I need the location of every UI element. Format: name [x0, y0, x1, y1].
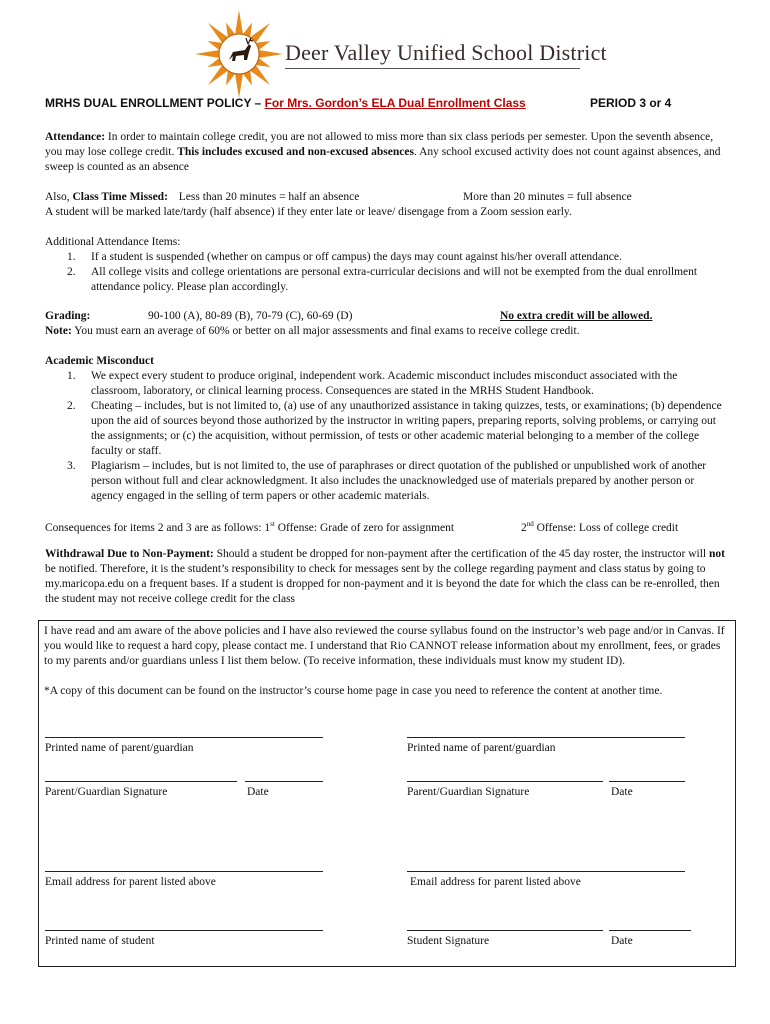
class-time-paragraph [45, 190, 725, 220]
printed-parent-label-1: Printed name of parent/guardian [45, 742, 194, 754]
attendance-bold: This includes excused and non-excused absences [177, 146, 414, 158]
agreement-text: I have read and am aware of the above policies and I have also reviewed the course syllabus found on the instructor’s web page and/or in Canvas. If you would like to request a hard copy, please contact me. I understand that Rio CANNOT release information about my enrollment, fees, or grades to my parents and/or guardians unless I list them below. (To receive information, these individuals must know my student ID). [44, 625, 725, 667]
misconduct-title: Academic Misconduct [45, 355, 154, 367]
policy-title: MRHS DUAL ENROLLMENT POLICY – [45, 96, 265, 110]
class-time-prefix: Also, [45, 191, 73, 203]
withdrawal-paragraph: Withdrawal Due to Non-Payment: Should a student be dropped for non-payment after the certification of the 45 day roster, the instructor will not be notified. Therefore, it is the student’s responsibility to check for messages sent by the college regarding payment and class status by going to my.maricopa.edu on a frequent bases. If a student is dropped for non-payment and it is beyond the date for which the class can be re-enrolled, then the student may not receive college credit for the class [45, 548, 725, 605]
period-label: PERIOD 3 or 4 [590, 96, 672, 110]
sun-ray [259, 50, 283, 58]
attendance-label: Attendance: [45, 131, 106, 143]
grading-paragraph [45, 309, 725, 339]
note-text: You must earn an average of 60% or better on all major assessments and final exams to receive college credit. [71, 325, 580, 337]
copy-note: *A copy of this document can be found on the instructor’s course home page in case you need to reference the content at another time. [44, 685, 663, 697]
district-name: Deer Valley Unified School District [285, 40, 607, 65]
email-label-1: Email address for parent listed above [45, 876, 216, 888]
email-line-2[interactable] [407, 871, 685, 872]
note-label: Note: [45, 325, 72, 337]
no-extra-credit: No extra credit will be allowed. [500, 310, 653, 322]
late-note: A student will be marked late/tardy (half absence) if they enter late or leave/ disengage from a Zoom session early. [45, 206, 572, 218]
misconduct-list [45, 369, 725, 504]
parent-signature-label-2: Parent/Guardian Signature [407, 786, 530, 798]
printed-student-line[interactable] [45, 930, 323, 931]
parent-signature-line-2[interactable] [407, 781, 603, 782]
date-line-2[interactable] [609, 781, 685, 782]
attendance-paragraph [45, 130, 725, 175]
sun-ray [235, 10, 243, 34]
attendance-text-2: . Any school excused activity does not count against absences, and sweep is counted as an absence [45, 146, 721, 173]
printed-student-label: Printed name of student [45, 935, 155, 947]
list-item: 2. All college visits and college orientations are personal extra-curricular decisions and will not be exempted from the dual enrollment attendance policy. Please plan accordingly. [67, 266, 698, 293]
list-item: 3. Plagiarism – includes, but is not limited to, the use of paraphrases or direct quotation of the published or unpublished work of another person without full and clear acknowledgment. It also includes the unacknowledged use of materials prepared by another person or agency engaged in the selling of term papers or other academic materials. [67, 460, 707, 502]
parent-signature-label-1: Parent/Guardian Signature [45, 786, 168, 798]
student-signature-line[interactable] [407, 930, 603, 931]
class-title: For Mrs. Gordon’s ELA Dual Enrollment Class [264, 96, 526, 110]
printed-parent-line-1[interactable] [45, 737, 323, 738]
grading-label: Grading: [45, 310, 91, 322]
date-label-2: Date [611, 786, 633, 798]
date-label-1: Date [247, 786, 269, 798]
class-time-label: Class Time Missed: [72, 191, 168, 203]
attendance-text: In order to maintain college credit, you are not allowed to miss more than six class periods per semester. Upon the seventh absence, you may lose college credit. [45, 131, 714, 158]
grading-scale: 90-100 (A), 80-89 (B), 70-79 (C), 60-69 (D) [148, 310, 353, 322]
sun-ray [195, 50, 219, 58]
list-item: 1. If a student is suspended (whether on campus or off campus) the days may count against his/her overall attendance. [67, 251, 622, 263]
consequences-line: Consequences for items 2 and 3 are as follows: 1st Offense: Grade of zero for assignment 2nd Offense: Loss of college credit [45, 520, 679, 534]
printed-parent-line-2[interactable] [407, 737, 685, 738]
additional-title: Additional Attendance Items: [45, 236, 181, 248]
email-label-2: Email address for parent listed above [410, 876, 581, 888]
student-signature-label: Student Signature [407, 935, 490, 947]
header-divider [285, 68, 580, 69]
date-line-1[interactable] [245, 781, 323, 782]
list-item: 1. We expect every student to produce original, independent work. Academic misconduct includes misconduct associated with the classroom, laboratory, or clinical learning process. Consequences are stated in the MRHS Student Handbook. [67, 370, 678, 397]
withdrawal-label: Withdrawal Due to Non-Payment: [45, 548, 214, 560]
sun-ray [235, 74, 243, 98]
printed-parent-label-2: Printed name of parent/guardian [407, 742, 556, 754]
class-time-more: More than 20 minutes = full absence [463, 191, 632, 203]
signature-box [38, 620, 736, 967]
policy-header [45, 96, 735, 110]
student-date-line[interactable] [609, 930, 691, 931]
email-line-1[interactable] [45, 871, 323, 872]
class-time-less: Less than 20 minutes = half an absence [178, 191, 360, 203]
list-item: 2. Cheating – includes, but is not limited to, (a) use of any unauthorized assistance in taking quizzes, tests, or examinations; (b) dependence upon the aid of sources beyond those authorized by the instructor in writing papers, preparing reports, solving problems, or carrying out the assignments; or (c) the acquisition, without permission, of tests or other academic material belonging to a member of the college faculty or staff. [67, 400, 722, 457]
district-logo [193, 8, 285, 100]
additional-list [45, 250, 725, 295]
student-date-label: Date [611, 935, 633, 947]
parent-signature-line-1[interactable] [45, 781, 237, 782]
